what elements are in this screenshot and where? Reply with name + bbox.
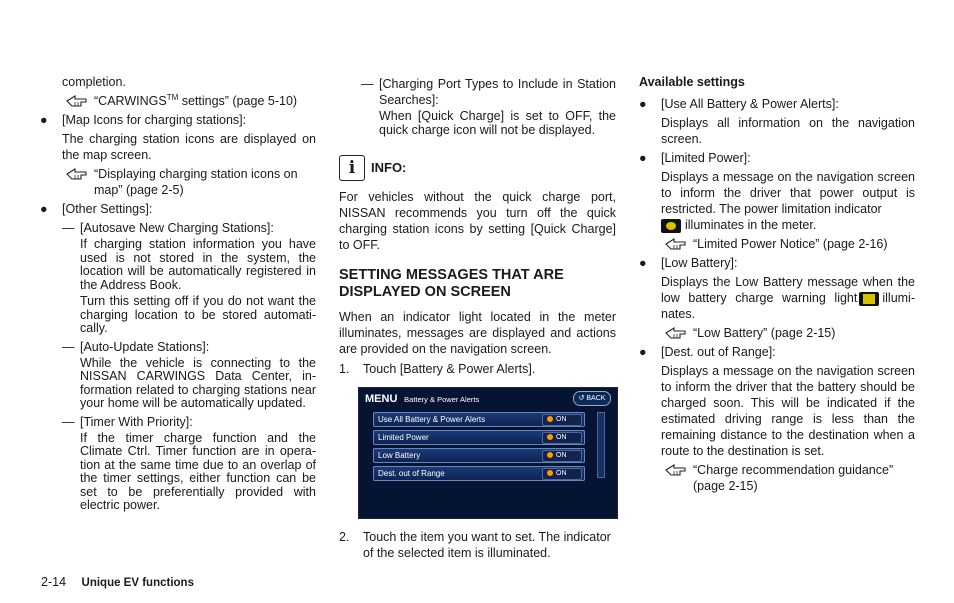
- reference-text: “Displaying charging station icons on map” (page 2-5): [94, 167, 298, 197]
- dash-mark: —: [62, 221, 75, 235]
- back-button[interactable]: ↺ BACK: [573, 391, 611, 406]
- dash-port-types: [339, 76, 616, 108]
- dash-mark: —: [62, 339, 75, 354]
- dash-auto-update: [40, 339, 316, 355]
- setting-label: [Dest. out of Range]:: [661, 345, 776, 359]
- on-indicator: ON: [542, 468, 582, 480]
- reference-low-battery[interactable]: [661, 325, 915, 341]
- setting-desc: Displays the Low Battery message when the low battery charge warning light illumi-nates.: [661, 275, 915, 321]
- reference-text: “Low Battery” (page 2-15): [693, 326, 836, 340]
- pointing-hand-icon: [66, 94, 88, 108]
- section-intro: When an indicator light located in the meter illuminates, messages are displayed and actions are provided on the navigation screen.: [339, 310, 616, 356]
- indicator-lamp-icon: [547, 434, 553, 440]
- navigation-screenshot: [358, 387, 618, 519]
- reference-text: “CARWINGS: [94, 94, 167, 108]
- step-text: Touch the item you want to set. The indicator of the selected item is illuminated.: [363, 530, 611, 560]
- setting-desc-cont: illuminates in the meter.: [639, 217, 915, 233]
- screen-breadcrumb: Battery & Power Alerts: [404, 395, 480, 404]
- dash-autosave: [40, 220, 316, 236]
- dash-label: [Charging Port Types to Include in Station Searches]:: [379, 77, 616, 107]
- setting-limited-power: [639, 150, 915, 166]
- dash-desc: If the timer charge function and the Climate Ctrl. Timer function are in opera-tion at the same time due to an overlap of the timer settings, either function can be set to be preferentially provided with electric power.: [80, 430, 316, 512]
- section-heading: SETTING MESSAGES THAT ARE DISPLAYED ON SCREEN: [339, 267, 564, 300]
- indicator-lamp-icon: [547, 452, 553, 458]
- reference-limited-power[interactable]: [661, 236, 915, 252]
- column-left: [40, 74, 316, 516]
- reference-text: “Limited Power Notice” (page 2-16): [693, 237, 888, 251]
- dash-desc: If charging station information you have used is not stored in the system, the location will be automatically registered in the Address Book.: [80, 237, 316, 292]
- bullet-map-icons: [40, 112, 316, 128]
- page-number: 2-14: [41, 575, 67, 589]
- dash-label: [Auto-Update Stations]:: [80, 339, 210, 354]
- setting-use-all: [639, 96, 915, 112]
- completion-text: completion.: [62, 75, 126, 89]
- low-battery-warning-icon: [859, 292, 879, 306]
- alert-row-use-all[interactable]: [373, 412, 585, 427]
- dash-label: [Autosave New Charging Stations]:: [80, 221, 274, 235]
- dash-desc: Turn this setting off if you do not want the charging location to be stored automati-cally.: [80, 294, 316, 335]
- dash-mark: —: [62, 414, 75, 429]
- info-text: For vehicles without the quick charge port, NISSAN recommends you turn off the quick charging station icons by setting [Quick Charge] to OFF.: [339, 190, 616, 252]
- reference-text-rest: settings” (page 5-10): [178, 94, 298, 108]
- alert-row-label: Limited Power: [378, 433, 429, 442]
- alert-row-limited-power[interactable]: [373, 430, 585, 445]
- dash-desc: While the vehicle is connecting to the NISSAN CARWINGS Data Center, in-formation related to charging stations near your home will be automatically updated.: [80, 355, 316, 410]
- page-footer: [41, 574, 194, 591]
- alert-row-dest-out-of-range[interactable]: [373, 466, 585, 481]
- indicator-lamp-icon: [547, 470, 553, 476]
- alert-row-label: Low Battery: [378, 451, 421, 460]
- step-text: Touch [Battery & Power Alerts].: [363, 362, 536, 376]
- info-label: INFO:: [371, 160, 407, 175]
- step-number: 1.: [339, 362, 350, 376]
- bullet-label: [Map Icons for charging stations]:: [62, 113, 247, 127]
- reference-carwings[interactable]: [62, 93, 316, 109]
- step-number: 2.: [339, 530, 350, 544]
- bullet-desc: The charging station icons are displayed on the map screen.: [62, 132, 316, 162]
- setting-label: [Limited Power]:: [661, 151, 751, 165]
- step-2: [339, 529, 616, 561]
- info-header: [339, 155, 616, 181]
- pointing-hand-icon: [665, 237, 687, 251]
- dash-mark: —: [361, 77, 374, 91]
- bullet-dot: ●: [639, 345, 647, 359]
- reference-text: “Charge recommendation guidance” (page 2-15): [693, 463, 894, 493]
- screen-menu-title: MENU: [365, 393, 398, 405]
- pointing-hand-icon: [665, 463, 687, 477]
- column-right: [639, 74, 915, 497]
- bullet-dot: ●: [639, 256, 647, 270]
- bullet-dot: ●: [40, 113, 48, 127]
- step-1: [339, 361, 616, 377]
- dash-desc: When [Quick Charge] is set to OFF, the quick charge icon will not be displayed.: [379, 109, 616, 137]
- scrollbar[interactable]: [597, 412, 605, 478]
- alert-row-low-battery[interactable]: [373, 448, 585, 463]
- power-limitation-indicator-icon: [661, 219, 681, 233]
- setting-low-battery: [639, 255, 915, 271]
- pointing-hand-icon: [66, 167, 88, 181]
- available-settings-heading: Available settings: [639, 75, 745, 89]
- reference-charge-guidance[interactable]: [661, 462, 915, 494]
- bullet-dot: ●: [40, 202, 48, 216]
- dash-label: [Timer With Priority]:: [80, 414, 193, 429]
- setting-label: [Use All Battery & Power Alerts]:: [661, 97, 839, 111]
- bullet-dot: ●: [639, 97, 647, 111]
- pointing-hand-icon: [665, 326, 687, 340]
- trademark: TM: [166, 92, 179, 102]
- on-indicator: ON: [542, 450, 582, 462]
- info-icon: i: [339, 155, 365, 181]
- setting-dest-out-of-range: [639, 344, 915, 360]
- on-indicator: ON: [542, 414, 582, 426]
- setting-desc: Displays all information on the navigation screen.: [661, 116, 915, 146]
- column-middle: [339, 74, 616, 565]
- alert-row-label: Use All Battery & Power Alerts: [378, 415, 486, 424]
- section-name: Unique EV functions: [81, 577, 194, 589]
- alert-list: [373, 412, 585, 484]
- reference-displaying-icons[interactable]: [62, 166, 316, 198]
- on-indicator: ON: [542, 432, 582, 444]
- screen-header: [365, 392, 611, 406]
- setting-desc: Displays a message on the navigation screen to inform the driver that the battery should be charged soon. This will be indicated if the estimated driving range is less than the remaining distance to the destination when a route to the destination is set.: [661, 364, 915, 458]
- bullet-dot: ●: [639, 151, 647, 165]
- bullet-label: [Other Settings]:: [62, 202, 153, 216]
- alert-row-label: Dest. out of Range: [378, 469, 445, 478]
- dash-timer-priority: [40, 414, 316, 430]
- setting-desc: Displays a message on the navigation screen to inform the driver that power output is restricted. The power limitation indicator: [661, 170, 915, 216]
- bullet-other-settings: [40, 201, 316, 217]
- setting-label: [Low Battery]:: [661, 256, 738, 270]
- indicator-lamp-icon: [547, 416, 553, 422]
